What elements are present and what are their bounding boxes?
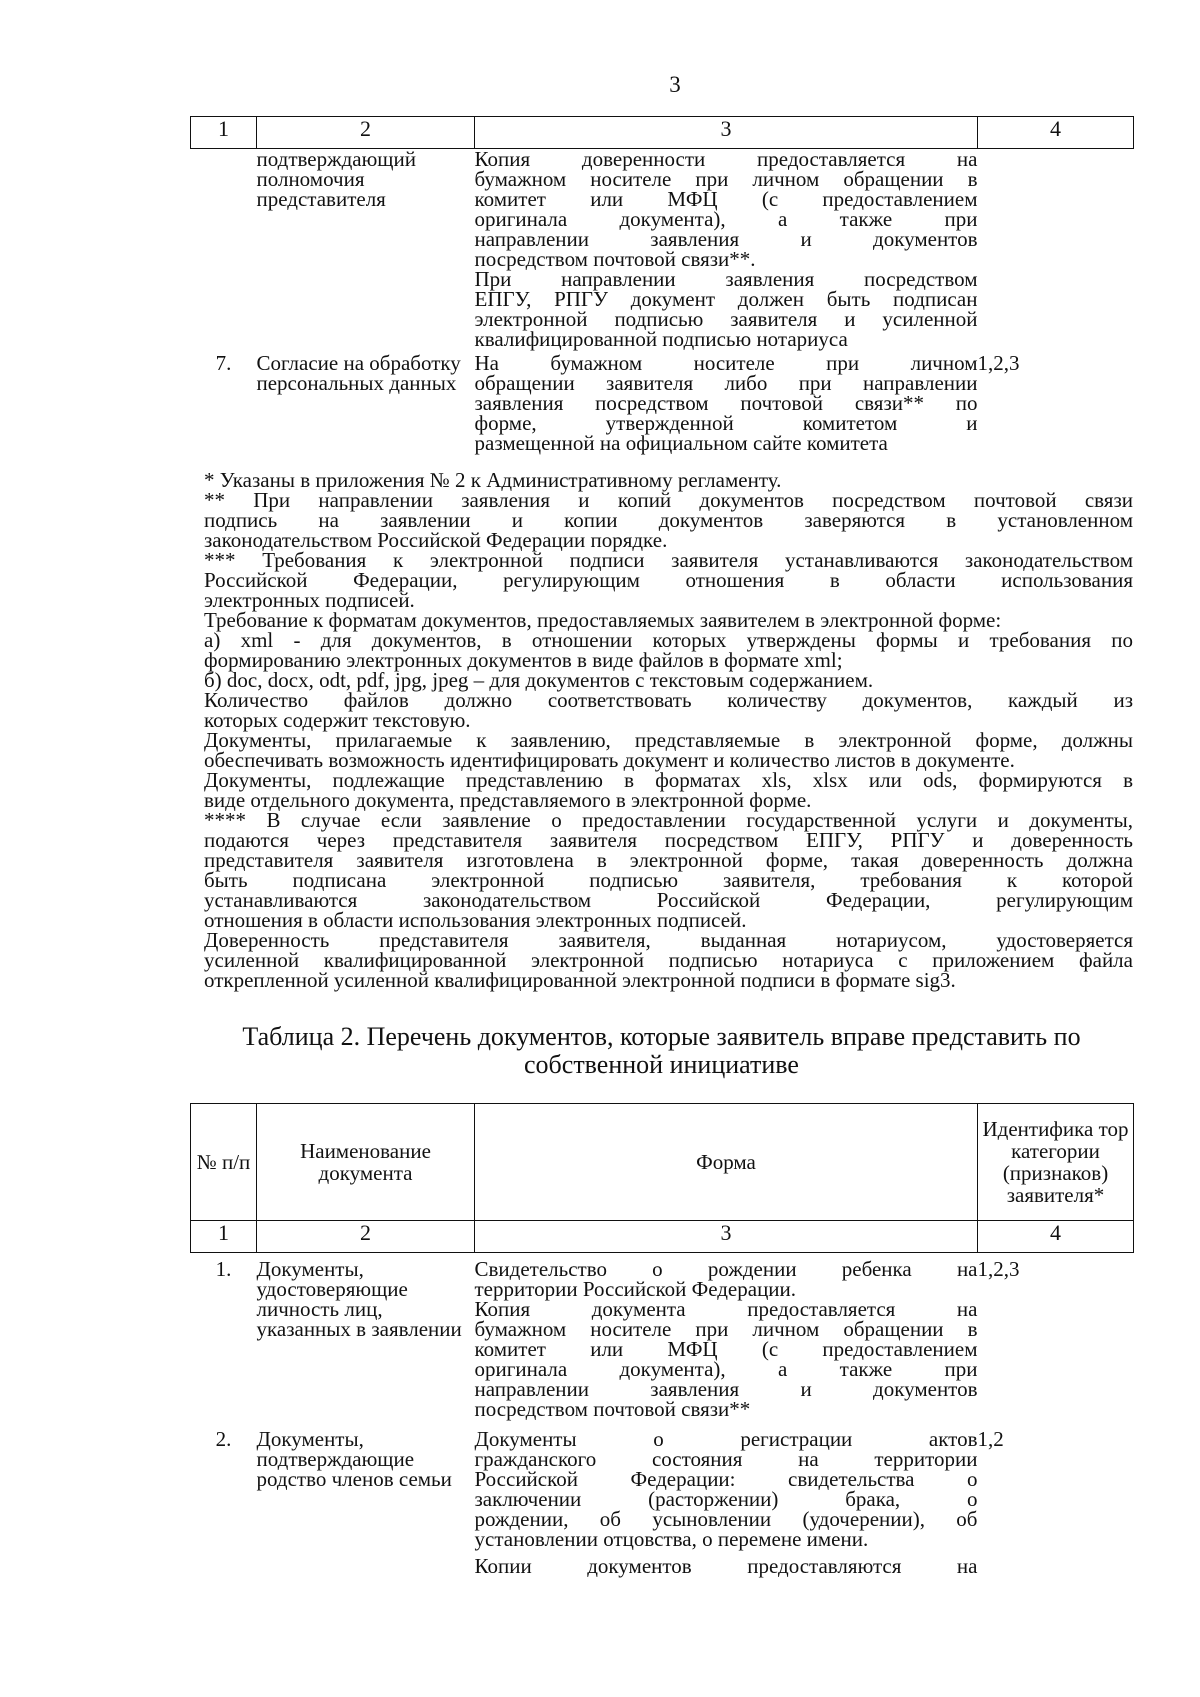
footnote-line: обеспечивать возможность идентифицировать документ и количество листов в документе. xyxy=(204,748,1015,772)
table-row xyxy=(191,149,1134,354)
footnote-line: Документы, подлежащие представлению в форматах xls, xlsx или ods, формируются в xyxy=(204,768,1133,792)
documents-table-2 xyxy=(190,1103,1134,1580)
document-form xyxy=(475,149,978,354)
text-line: размещенной на официальном сайте комитета xyxy=(474,431,888,455)
text-line: территории Российской Федерации. xyxy=(474,1277,797,1301)
text-line: оригинала документа), а также при xyxy=(474,207,978,231)
text-line: Копия доверенности предоставляется на xyxy=(474,147,978,171)
footnote-line: подпись на заявлении и копии документов заверяются в установленном xyxy=(204,508,1133,532)
document-form-text xyxy=(475,1429,978,1549)
document-name: подтверждающий полномочия представителя xyxy=(256,147,416,211)
footnote-line: открепленной усиленной квалифицированной электронной подписи в формате sig3. xyxy=(204,968,956,992)
footnote-line: ** При направлении заявления и копий документов посредством почтовой связи xyxy=(204,488,1133,512)
table1-col-number-2: 2 xyxy=(257,117,475,149)
footnote-line: усиленной квалифицированной электронной подписью нотариуса с приложением файла xyxy=(204,948,1133,972)
text-line: Копия документа предоставляется на xyxy=(474,1297,978,1321)
text-line: Документы о регистрации актов xyxy=(474,1427,978,1451)
column-header-document-name: Наименование документа xyxy=(257,1104,475,1221)
text-line: форме, утвержденной комитетом и xyxy=(474,411,978,435)
footnotes xyxy=(204,470,1133,990)
text-line: комитет или МФЦ (с предоставлением xyxy=(474,187,978,211)
text-line: оригинала документа), а также при xyxy=(474,1357,978,1381)
footnote-line: Доверенность представителя заявителя, выданная нотариусом, удостоверяется xyxy=(204,928,1133,952)
text-line: рождении, об усыновлении (удочерении), об xyxy=(474,1507,978,1531)
text-line: заключении (расторжении) брака, о xyxy=(474,1487,978,1511)
document-name: Согласие на обработку персональных данных xyxy=(256,351,461,395)
table-row xyxy=(191,353,1134,457)
text-line: Свидетельство о рождении ребенка на xyxy=(474,1257,978,1281)
applicant-category: 1,2,3 xyxy=(977,1257,1020,1281)
table2-column-numbers-row xyxy=(191,1221,1134,1253)
footnote-line: устанавливаются законодательством Российской Федерации, регулирующим xyxy=(204,888,1133,912)
document-name: Документы, подтверждающие родство членов семьи xyxy=(256,1427,452,1491)
footnote-line: Требование к форматам документов, предоставляемых заявителем в электронной форме: xyxy=(204,608,1002,632)
applicant-category xyxy=(978,149,1134,354)
footnote-line: электронных подписей. xyxy=(204,588,415,612)
document-form xyxy=(475,1253,978,1424)
text-line: заявления посредством почтовой связи** по xyxy=(474,391,978,415)
footnote-line: * Указаны в приложения № 2 к Административному регламенту. xyxy=(204,468,782,492)
text-line: обращении заявителя либо при направлении xyxy=(474,371,978,395)
footnote-line: подаются через представителя заявителя посредством ЕПГУ, РПГУ и доверенность xyxy=(204,828,1133,852)
table2-col-number-4: 4 xyxy=(978,1221,1134,1253)
footnote-line: *** Требования к электронной подписи заявителя устанавливаются законодательством xyxy=(204,548,1133,572)
table2-title: Таблица 2. Перечень документов, которые заявитель вправе представить по собственной инициативе xyxy=(242,1022,1081,1079)
table1-col-number-3: 3 xyxy=(475,117,978,149)
applicant-category: 1,2 xyxy=(977,1427,1004,1451)
text-line: направлении заявления и документов xyxy=(474,1377,978,1401)
column-header-form: Форма xyxy=(475,1104,978,1221)
footnote-line: представителя заявителя изготовлена в электронной форме, такая доверенность должна xyxy=(204,848,1133,872)
text-line: На бумажном носителе при личном xyxy=(474,351,978,375)
document-form xyxy=(475,353,978,457)
text-line: направлении заявления и документов xyxy=(474,227,978,251)
text-line: установлении отцовства, о перемене имени. xyxy=(474,1527,869,1551)
table2-header-row xyxy=(191,1104,1134,1221)
document-name: Документы, удостоверяющие личность лиц, указанных в заявлении xyxy=(256,1257,462,1341)
footnote-line: б) doc, docx, odt, pdf, jpg, jpeg – для документов с текстовым содержанием. xyxy=(204,668,874,692)
text-line: посредством почтовой связи**. xyxy=(474,247,756,271)
table1-col-number-4: 4 xyxy=(978,117,1134,149)
table2-col-number-3: 3 xyxy=(475,1221,978,1253)
row-number: 7. xyxy=(215,351,232,375)
document-form-continuation: Копии документов предоставляются на xyxy=(474,1554,978,1578)
table-row xyxy=(191,1253,1134,1424)
footnote-line: Документы, прилагаемые к заявлению, представляемые в электронной форме, должны xyxy=(204,728,1133,752)
documents-table-1 xyxy=(190,116,1134,457)
row-number: 2. xyxy=(215,1427,232,1451)
column-header-category: Идентифика тор категории (признаков) заявителя* xyxy=(978,1104,1134,1221)
text-line: бумажном носителе при личном обращении в xyxy=(474,167,978,191)
footnote-line: виде отдельного документа, представляемого в электронной форме. xyxy=(204,788,812,812)
text-line: бумажном носителе при личном обращении в xyxy=(474,1317,978,1341)
page-number: 3 xyxy=(669,72,681,97)
applicant-category: 1,2,3 xyxy=(977,351,1020,375)
document-form xyxy=(475,1423,978,1580)
footnote-line: Количество файлов должно соответствовать количеству документов, каждый из xyxy=(204,688,1133,712)
text-line: посредством почтовой связи** xyxy=(474,1397,751,1421)
footnote-line: быть подписана электронной подписью заявителя, требования к которой xyxy=(204,868,1133,892)
table2-col-number-1: 1 xyxy=(191,1221,257,1253)
text-line: Российской Федерации: свидетельства о xyxy=(474,1467,978,1491)
footnote-line: формированию электронных документов в виде файлов в формате xml; xyxy=(204,648,843,672)
footnote-line: Российской Федерации, регулирующим отношения в области использования xyxy=(204,568,1133,592)
footnote-line: законодательством Российской Федерации порядке. xyxy=(204,528,668,552)
text-line: При направлении заявления посредством xyxy=(474,267,978,291)
footnote-line: **** В случае если заявление о предоставлении государственной услуги и документы, xyxy=(204,808,1133,832)
column-header-number: № п/п xyxy=(191,1104,257,1221)
text-line: ЕПГУ, РПГУ документ должен быть подписан xyxy=(474,287,978,311)
table2-col-number-2: 2 xyxy=(257,1221,475,1253)
row-number xyxy=(191,149,257,354)
table-row xyxy=(191,1423,1134,1580)
footnote-line: которых содержит текстовую. xyxy=(204,708,471,732)
footnote-line: а) xml - для документов, в отношении которых утверждены формы и требования по xyxy=(204,628,1133,652)
table1-column-numbers-row xyxy=(191,117,1134,149)
text-line: гражданского состояния на территории xyxy=(474,1447,978,1471)
text-line: квалифицированной подписью нотариуса xyxy=(474,327,848,351)
table1-col-number-1: 1 xyxy=(191,117,257,149)
footnote-line: отношения в области использования электронных подписей. xyxy=(204,908,747,932)
text-line: комитет или МФЦ (с предоставлением xyxy=(474,1337,978,1361)
row-number: 1. xyxy=(215,1257,232,1281)
text-line: электронной подписью заявителя и усиленной xyxy=(474,307,978,331)
